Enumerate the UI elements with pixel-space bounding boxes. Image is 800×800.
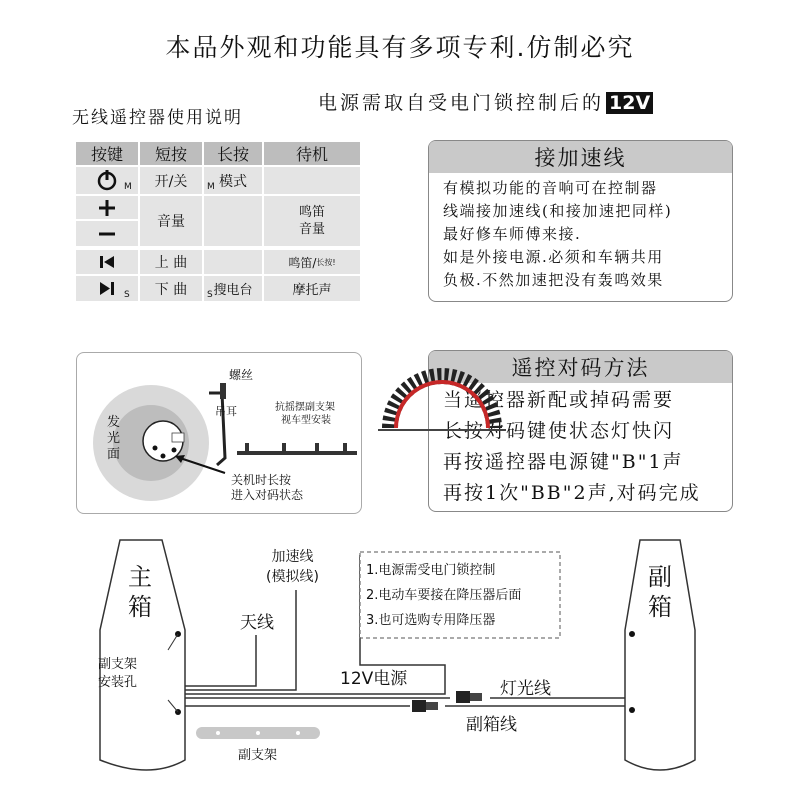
pairing-line: 再按1次"BB"2声,对码完成 bbox=[443, 482, 701, 504]
accel-wire-title: 接加速线 bbox=[429, 141, 732, 173]
mount-hole-label bbox=[98, 656, 137, 692]
long-next-sub: S bbox=[207, 290, 213, 300]
key-power-sub: M bbox=[124, 182, 132, 192]
accel-wire-line: 加速线 bbox=[271, 549, 314, 565]
antenna-label: 天线 bbox=[240, 613, 274, 633]
power-note-text: 电源需取自受电门锁控制后的 bbox=[318, 92, 605, 114]
long-next-label: 搜电台 bbox=[213, 283, 253, 298]
pairing-line: 长按对码键使状态灯快闪 bbox=[443, 420, 675, 442]
bracket-label: 副支架 bbox=[238, 748, 278, 763]
mount-hole-line: 安装孔 bbox=[98, 675, 138, 690]
standby-moto: 摩托声 bbox=[264, 276, 360, 301]
mount-line: 视车型安装 bbox=[281, 415, 331, 426]
accel-line: 线端接加速线(和接加速把同样) bbox=[443, 202, 673, 220]
mount-line: 抗摇摆副支架 bbox=[275, 402, 335, 413]
short-next: 下 曲 bbox=[140, 276, 202, 301]
short-volume: 音量 bbox=[140, 196, 202, 246]
ear-label: 吊耳 bbox=[215, 405, 237, 418]
pair-note-line: 进入对码状态 bbox=[231, 488, 304, 502]
remote-manual-title: 无线遥控器使用说明 bbox=[72, 108, 243, 128]
main-box-label: 主箱 bbox=[128, 563, 152, 621]
header-short: 短按 bbox=[140, 142, 202, 165]
header-standby: 待机 bbox=[264, 142, 360, 165]
accel-line: 最好修车师傅来接. bbox=[443, 225, 582, 243]
standby-horn-label: 鸣笛/ bbox=[288, 255, 317, 270]
sub-box-wire-label: 副箱线 bbox=[466, 715, 517, 735]
wiring-note: 1.电源需受电门锁控制 bbox=[366, 563, 496, 578]
wiring-note: 3.也可选购专用降压器 bbox=[366, 613, 496, 628]
pairing-line: 当遥控器新配或掉码需要 bbox=[443, 389, 675, 411]
pairing-line: 再按遥控器电源键"B"1声 bbox=[443, 451, 684, 473]
wiring-note: 2.电动车要接在降压器后面 bbox=[366, 588, 522, 603]
accel-line: 有模拟功能的音响可在控制器 bbox=[443, 179, 658, 197]
accel-wire-line: (模拟线) bbox=[266, 569, 319, 585]
power-label: 12V电源 bbox=[340, 669, 408, 689]
accel-wire-label bbox=[266, 547, 319, 587]
sub-box-label: 副箱 bbox=[648, 563, 672, 621]
voltage-tag: 12V bbox=[606, 92, 653, 114]
reflector-label: 发光面 bbox=[107, 415, 121, 462]
short-prev: 上 曲 bbox=[140, 250, 202, 274]
accel-line: 负极.不然加速把没有轰鸣效果 bbox=[443, 271, 664, 289]
header-key: 按键 bbox=[76, 142, 138, 165]
key-next-sub: S bbox=[124, 290, 130, 300]
standby-horn-note: 长按! bbox=[316, 257, 336, 267]
pairing-title: 遥控对码方法 bbox=[429, 351, 732, 383]
page-title: 本品外观和功能具有多项专利.仿制必究 bbox=[165, 33, 635, 62]
screw-label: 螺丝 bbox=[229, 368, 254, 382]
long-power-label: 模式 bbox=[219, 173, 247, 190]
short-power: 开/关 bbox=[140, 167, 202, 194]
standby-horn-volume: 鸣笛 音量 bbox=[264, 196, 360, 246]
long-power-sub: M bbox=[207, 182, 215, 192]
mount-hole-line: 副支架 bbox=[98, 657, 138, 672]
header-long: 长按 bbox=[204, 142, 262, 165]
light-wire-label: 灯光线 bbox=[500, 679, 551, 699]
wiring-notes bbox=[366, 558, 521, 633]
accel-line: 如是外接电源.必须和车辆共用 bbox=[443, 248, 664, 266]
pair-note-line: 关机时长按 bbox=[231, 473, 292, 487]
